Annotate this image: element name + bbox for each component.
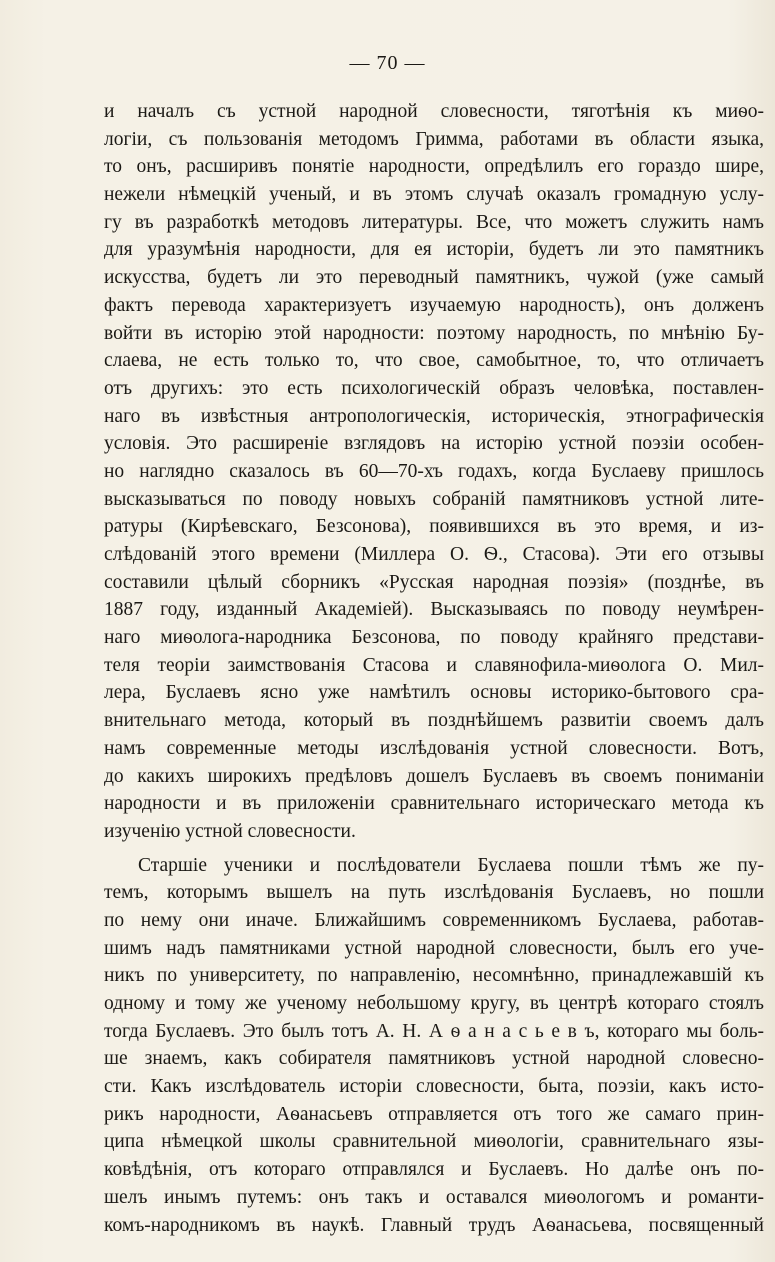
text-line: тогда Буслаевъ. Это былъ тотъ А. Н. А ѳ а н а с ь е в ъ, котораго мы боль- [104, 1020, 764, 1042]
text-line: рикъ народности, Аѳанасьевъ отправляется отъ того же самаго прин- [104, 1103, 764, 1125]
text-line: искусства, будетъ ли это переводный памятникъ, чужой (уже самый [104, 267, 764, 289]
text-line: для уразумѣнія народности, для ея исторіи, будетъ ли это памятникъ [104, 239, 764, 261]
text-line: теля теоріи заимствованія Стасова и славянофила-миѳолога О. Мил- [104, 654, 764, 676]
text-line: ратуры (Кирѣевскаго, Безсонова), появившихся въ это время, и из- [104, 516, 764, 538]
text-line: отъ другихъ: это есть психологическій образъ человѣка, поставлен- [104, 377, 764, 399]
text-line: то онъ, расширивъ понятіе народности, опредѣлилъ его гораздо шире, [104, 156, 764, 178]
text-line: наго въ извѣстныя антропологическія, историческія, этнографическія [104, 405, 764, 427]
text-line: гу въ разработкѣ методовъ литературы. Все, что можетъ служить намъ [104, 211, 764, 233]
text-line: одному и тому же ученому небольшому кругу, въ центрѣ котораго стоялъ [104, 993, 764, 1014]
paragraph-2 [104, 852, 764, 1240]
text-line: и началъ съ устной народной словесности, тяготѣнія къ миѳо- [104, 101, 764, 122]
paragraph-1 [104, 98, 764, 846]
text-line: слѣдованій этого времени (Миллера О. Ѳ., Стасова). Эти его отзывы [104, 544, 764, 565]
text-line: темъ, которымъ вышелъ на путь изслѣдованія Буслаевъ, но пошли [104, 882, 764, 904]
text-line: составили цѣлый сборникъ «Русская народная поэзія» (позднѣе, въ [104, 571, 764, 593]
text-line: комъ-народникомъ въ наукѣ. Главный трудъ Аѳанасьева, посвященный [104, 1214, 764, 1236]
text-line: наго миѳолога-народника Безсонова, по поводу крайняго представи- [104, 627, 764, 649]
text-line: лера, Буслаевъ ясно уже намѣтилъ основы историко-бытового сра- [104, 682, 764, 704]
text-block [104, 98, 764, 1239]
text-line: сти. Какъ изслѣдователь исторіи словесности, быта, поэзіи, какъ исто- [104, 1076, 764, 1098]
text-line: ше знаемъ, какъ собирателя памятниковъ устной народной словесно- [104, 1048, 764, 1070]
text-line: 1887 году, изданный Академіей). Высказываясь по поводу неумѣрен- [104, 599, 764, 621]
text-line: фактъ перевода характеризуетъ изучаемую народность), онъ долженъ [104, 294, 764, 316]
text-line: нежели нѣмецкій ученый, и въ этомъ случаѣ оказалъ громадную услу- [104, 184, 764, 206]
text-line: по нему они иначе. Ближайшимъ современникомъ Буслаева, работав- [104, 909, 764, 931]
text-line: намъ современные методы изслѣдованія устной словесности. Вотъ, [104, 737, 764, 759]
page-number: — 70 — [349, 52, 426, 74]
text-line: народности и въ приложеніи сравнительнаго историческаго метода къ [104, 793, 764, 815]
text-line: войти въ исторію этой народности: поэтому народность, по мнѣнію Бу- [104, 322, 764, 344]
text-line: Старшіе ученики и послѣдователи Буслаева пошли тѣмъ же пу- [138, 854, 764, 876]
text-line: никъ по университету, по направленію, несомнѣнно, принадлежавшій къ [104, 965, 764, 987]
text-line: условія. Это расширеніе взглядовъ на исторію устной поэзіи особен- [104, 433, 764, 455]
text-line: ципа нѣмецкой школы сравнительной миѳологіи, сравнительнаго язы- [104, 1131, 764, 1153]
text-line: до какихъ широкихъ предѣловъ дошелъ Буслаевъ въ своемъ пониманіи [104, 765, 764, 787]
text-line: но наглядно сказалось въ 60—70-хъ годахъ, когда Буслаеву пришлось [104, 460, 764, 482]
text-line: слаева, не есть только то, что свое, самобытное, то, что отличаетъ [104, 350, 764, 372]
text-line: шимъ надъ памятниками устной народной словесности, былъ его уче- [104, 937, 764, 959]
text-line: шелъ инымъ путемъ: онъ такъ и оставался миѳологомъ и романти- [104, 1186, 764, 1208]
text-line: внительнаго метода, который въ позднѣйшемъ развитіи своемъ далъ [104, 710, 764, 732]
text-line: изученію устной словесности. [104, 820, 356, 842]
text-line: высказываться по поводу новыхъ собраній памятниковъ устной лите- [104, 488, 764, 510]
text-line: ковѣдѣнія, отъ котораго отправлялся и Буслаевъ. Но далѣе онъ по- [104, 1159, 764, 1181]
text-line: логіи, съ пользованія методомъ Гримма, работами въ области языка, [104, 128, 764, 150]
